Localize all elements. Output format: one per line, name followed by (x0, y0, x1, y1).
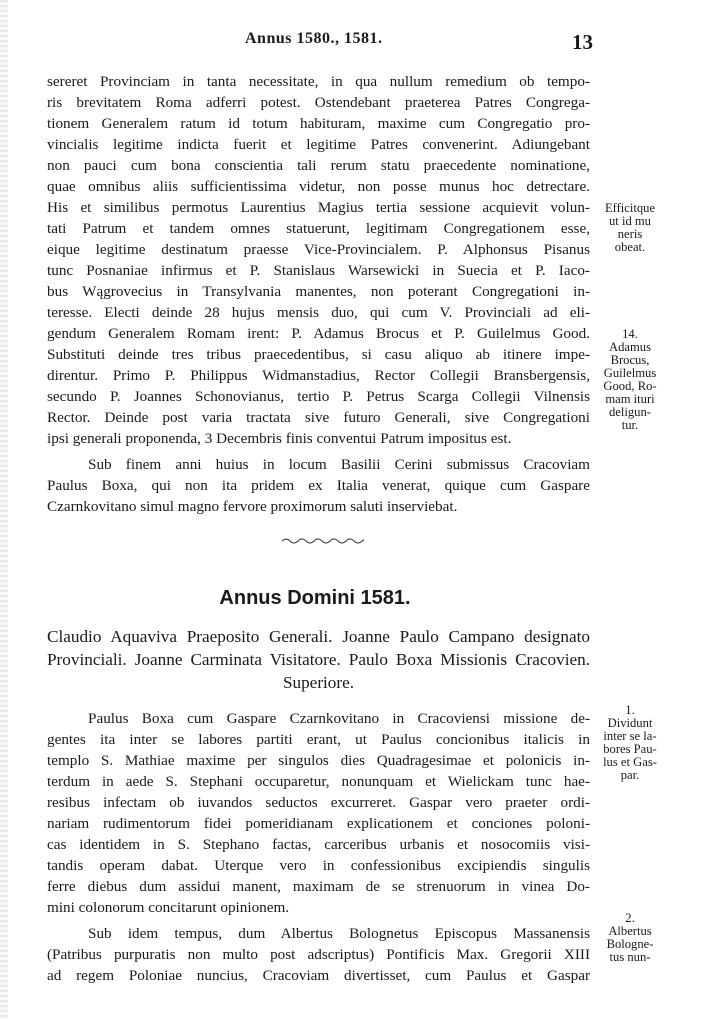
margin-note (597, 704, 663, 782)
margin-note-line: Adamus (609, 340, 651, 354)
margin-note-line: Dividunt (607, 716, 653, 730)
text-line: Substituti deinde tres tribus praecedentibus, si casu aliquo ab itinere impe- (47, 346, 590, 363)
text-line: terdum in aede S. Stephani occuparetur, nonunquam et Wielickam tunc hae- (47, 773, 590, 790)
text-line: tionem Generalem ratum id totum habituram, maxime cum Congregatio pro- (47, 115, 590, 132)
text-line: Sub finem anni huius in locum Basilii Cerini submissus Cracoviam (88, 456, 590, 473)
margin-note-line: 2. (625, 911, 635, 925)
text-line: Paulus Boxa cum Gaspare Czarnkovitano in Cracoviensi missione de- (88, 710, 590, 727)
text-line: gendum Generalem Romam irent: P. Adamus Brocus et P. Guilelmus Good. (47, 325, 590, 342)
text-line: nariam rudimentorum fidei pomeridianam explicationem et conciones poloni- (47, 815, 590, 832)
text-line: (Patribus purpuratis non multo post adscriptus) Pontificis Max. Gregorii XIII (47, 946, 590, 963)
text-line: ad regem Poloniae nuncius, Cracoviam divertisset, cum Paulus et Gaspar (47, 967, 590, 984)
margin-note-line: Albertus (608, 924, 652, 938)
section-title: Annus Domini 1581. (219, 587, 411, 609)
text-line: Rector. Deinde post varia tractata sive futuro Generali, sive Congregationi (47, 409, 590, 426)
margin-note-line: mam ituri (605, 392, 655, 406)
text-line: sereret Provinciam in tanta necessitate, in qua nullum remedium ob tempo- (47, 73, 590, 90)
text-line: tunc Posnaniae infirmus et P. Stanislaus Warsewicki in Suecia et P. Iaco- (47, 262, 590, 279)
text-line: ipsi generali proponenda, 3 Decembris finis conventui Patrum impositus est. (47, 430, 512, 447)
margin-note-line: Efficitque (604, 201, 656, 215)
text-line: mini colonorum concitarunt opinionem. (47, 899, 290, 916)
text-line: eique legitime destinatum praesse Vice-Provincialem. P. Alphonsus Pisanus (47, 241, 590, 258)
margin-note-line: Bologne- (606, 937, 654, 951)
margin-note-line: tur. (621, 418, 639, 432)
margin-note-line: ut id mu (609, 214, 651, 228)
text-line: non pauci cum bona conscientia tali rerum statu praecedente nominatione, (47, 157, 590, 174)
margin-note-line: Brocus, (610, 353, 650, 367)
text-line: Sub idem tempus, dum Albertus Bolognetus Episcopus Massanensis (88, 925, 590, 942)
margin-note-line: Guilelmus (603, 366, 657, 380)
ornament-divider (282, 536, 364, 546)
text-line: His et similibus permotus Laurentius Magius tertia sessione acquievit volun- (47, 199, 590, 216)
text-line: quae omnibus aliis sufficientissima videtur, non posse munus hoc detrectare. (47, 178, 590, 195)
margin-note-line: inter se la- (603, 729, 657, 743)
margin-note-line: neris (617, 227, 643, 241)
section-subtitle-line: Provinciali. Joanne Carminata Visitatore. Paulo Boxa Missionis Cracovien. (47, 650, 590, 669)
text-line: secundo P. Joannes Schonovianus, tertio P. Petrus Scarga Collegii Vilnensis (47, 388, 590, 405)
margin-note-line: Good, Ro- (603, 379, 657, 393)
margin-note (597, 912, 663, 964)
text-line: Czarnkovitano simul magno fervore proximorum saluti inserviebat. (47, 498, 458, 515)
text-line: tati Patrum et tandem omnes statuerunt, legitimam Congregationem esse, (47, 220, 590, 237)
text-line: direntur. Primo P. Philippus Widmanstadius, Rector Collegii Bransbergensis, (47, 367, 590, 384)
margin-note-line: obeat. (614, 240, 646, 254)
text-line: resibus infectam ob iuvandos seductos excurreret. Gaspar vero praeter ordi- (47, 794, 590, 811)
margin-note-line: bores Pau- (603, 742, 657, 756)
page-number: 13 (572, 30, 593, 54)
text-line: tandis operam dabat. Uterque vero in confessionibus excipiendis singulis (47, 857, 590, 874)
running-head: Annus 1580., 1581. (245, 30, 383, 47)
text-line: bus Wągrovecius in Transylvania manentes, non poterant Congregationi in- (47, 283, 590, 300)
text-line: vincialis legitime indicta fuerit et legitime Patres convenerint. Adiungebant (47, 136, 590, 153)
text-line: teresse. Electi deinde 28 hujus mensis duo, qui cum V. Provinciali ad eli- (47, 304, 590, 321)
margin-note-line: tus nun- (609, 950, 651, 964)
section-subtitle-line: Claudio Aquaviva Praeposito Generali. Joanne Paulo Campano designato (47, 627, 590, 646)
section-subtitle-line: Superiore. (282, 673, 355, 692)
scan-edge (0, 0, 8, 1019)
margin-note (597, 328, 663, 432)
margin-note-line: deligun- (609, 405, 651, 419)
text-line: templo S. Mathiae maxime per singulos dies Quadragesimae et polonicis in- (47, 752, 590, 769)
margin-note-line: lus et Gas- (603, 755, 657, 769)
margin-note-line: 1. (625, 703, 635, 717)
margin-note-line: 14. (622, 327, 638, 341)
text-line: ris brevitatem Roma adferri potest. Ostendebant praeterea Patres Congrega- (47, 94, 590, 111)
text-line: gentes ita inter se labores partiti erant, ut Paulus concionibus italicis in (47, 731, 590, 748)
text-line: Paulus Boxa, qui non ita pridem ex Italia venerat, quique cum Gaspare (47, 477, 590, 494)
margin-note (597, 202, 663, 254)
text-line: ferre diebus dum assidui manent, maximam de se strenuorum in vinea Do- (47, 878, 590, 895)
text-line: cas identidem in S. Stephano factas, carceribus urbanis et nosocomiis visi- (47, 836, 590, 853)
margin-note-line: par. (620, 768, 640, 782)
